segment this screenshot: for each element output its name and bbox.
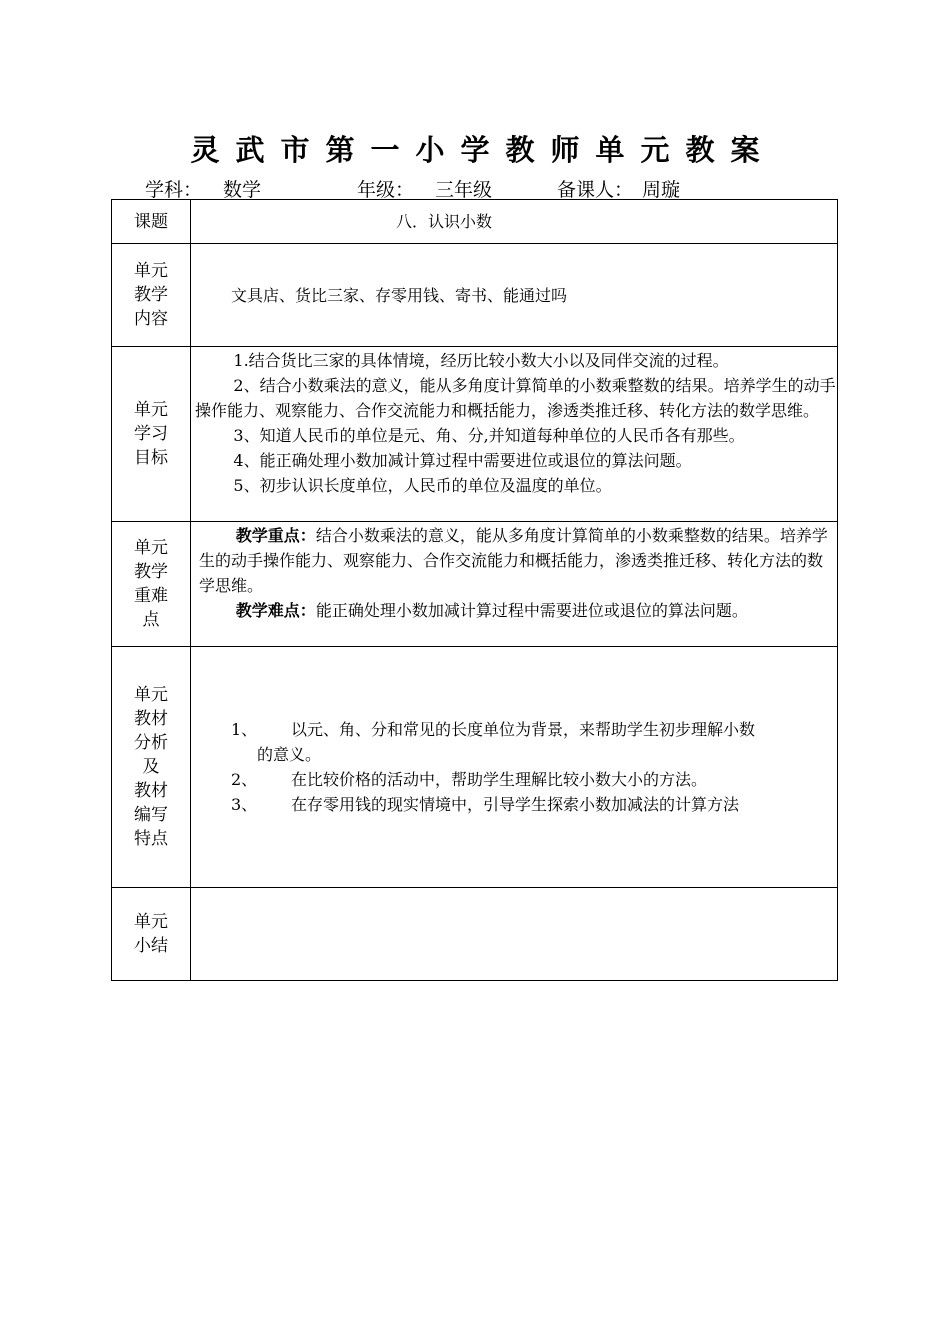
analysis-item-number: 2、: [231, 770, 258, 789]
topic-value: 八．认识小数: [191, 200, 838, 244]
goal-item: 1.结合货比三家的具体情境，经历比较小数大小以及同伴交流的过程。: [233, 351, 729, 370]
goal-item: 4、能正确处理小数加减计算过程中需要进位或退位的算法问题。: [233, 451, 692, 470]
label-line: 单元: [134, 538, 168, 558]
row-topic: [112, 200, 838, 244]
analysis-item: [231, 767, 837, 792]
goals-label: [112, 347, 191, 522]
summary-value: [191, 888, 838, 981]
label-line: 教材: [134, 781, 168, 801]
label-line: 编写: [134, 805, 168, 825]
document-title: 灵武市第一小学教师单元教案: [190, 133, 776, 167]
label-line: 小结: [134, 936, 168, 956]
label-line: 目标: [134, 448, 168, 468]
row-summary: [112, 888, 838, 981]
label-line: 教学: [134, 285, 168, 305]
goal-item: 5、初步认识长度单位，人民币的单位及温度的单位。: [233, 476, 612, 495]
analysis-item-continuation: 的意义。: [257, 745, 322, 764]
label-line: 单元: [134, 261, 168, 281]
grade-value: 三年级: [435, 179, 493, 201]
label-line: 单元: [134, 912, 168, 932]
grade-label: 年级：: [357, 179, 415, 201]
subject-value: 数学: [223, 179, 262, 201]
label-line: 单元: [134, 400, 168, 420]
label-line: 及: [142, 757, 160, 777]
analysis-value: [191, 647, 838, 888]
label-line: 内容: [134, 309, 168, 329]
label-line: 点: [142, 610, 160, 630]
key-points-label: [112, 522, 191, 647]
label-line: 分析: [134, 733, 168, 753]
focus-label: 教学重点：: [235, 526, 316, 545]
label-line: 特点: [134, 829, 168, 849]
analysis-item-text: 以元、角、分和常见的长度单位为背景，来帮助学生初步理解小数: [291, 720, 756, 739]
goals-value: [191, 347, 838, 522]
label-line: 教学: [134, 562, 168, 582]
row-goals: [112, 347, 838, 522]
difficulty-label: 教学难点：: [235, 601, 316, 620]
row-content: [112, 244, 838, 347]
label-line: 教材: [134, 709, 168, 729]
goal-item: 2、结合小数乘法的意义，能从多角度计算简单的小数乘整数的结果。培养学生的动手操作能力、观察能力、合作交流能力和概括能力，渗透类推迁移、转化方法的数学思维。: [195, 376, 836, 420]
row-key-points: [112, 522, 838, 647]
label-line: 重难: [134, 586, 168, 606]
teacher-value: 周璇: [642, 179, 681, 201]
teacher-label: 备课人：: [557, 179, 634, 201]
analysis-label: [112, 647, 191, 888]
content-value: 文具店、货比三家、存零用钱、寄书、能通过吗: [191, 244, 838, 347]
row-analysis: [112, 647, 838, 888]
summary-label: [112, 888, 191, 981]
teaching-difficulty: [199, 598, 837, 623]
analysis-item: [231, 792, 837, 817]
subject-label: 学科：: [145, 179, 203, 201]
key-points-value: [191, 522, 838, 647]
label-line: 学习: [134, 424, 168, 444]
topic-label: 课题: [112, 200, 191, 244]
analysis-item-text: 在存零用钱的现实情境中，引导学生探索小数加减法的计算方法: [291, 795, 740, 814]
teaching-focus: [199, 523, 837, 598]
difficulty-text: 能正确处理小数加减计算过程中需要进位或退位的算法问题。: [315, 601, 748, 620]
analysis-item-number: 3、: [231, 795, 258, 814]
goal-item: 3、知道人民币的单位是元、角、分,并知道每种单位的人民币各有那些。: [233, 426, 745, 445]
analysis-item-number: 1、: [231, 720, 258, 739]
content-label: [112, 244, 191, 347]
focus-text: 结合小数乘法的意义，能从多角度计算简单的小数乘整数的结果。培养学生的动手操作能力、观察能力、合作交流能力和概括能力，渗透类推迁移、转化方法的数学思维。: [199, 526, 828, 595]
analysis-item-text: 在比较价格的活动中，帮助学生理解比较小数大小的方法。: [291, 770, 708, 789]
lesson-plan-table: [111, 199, 838, 981]
label-line: 单元: [134, 685, 168, 705]
analysis-item: [231, 717, 837, 742]
